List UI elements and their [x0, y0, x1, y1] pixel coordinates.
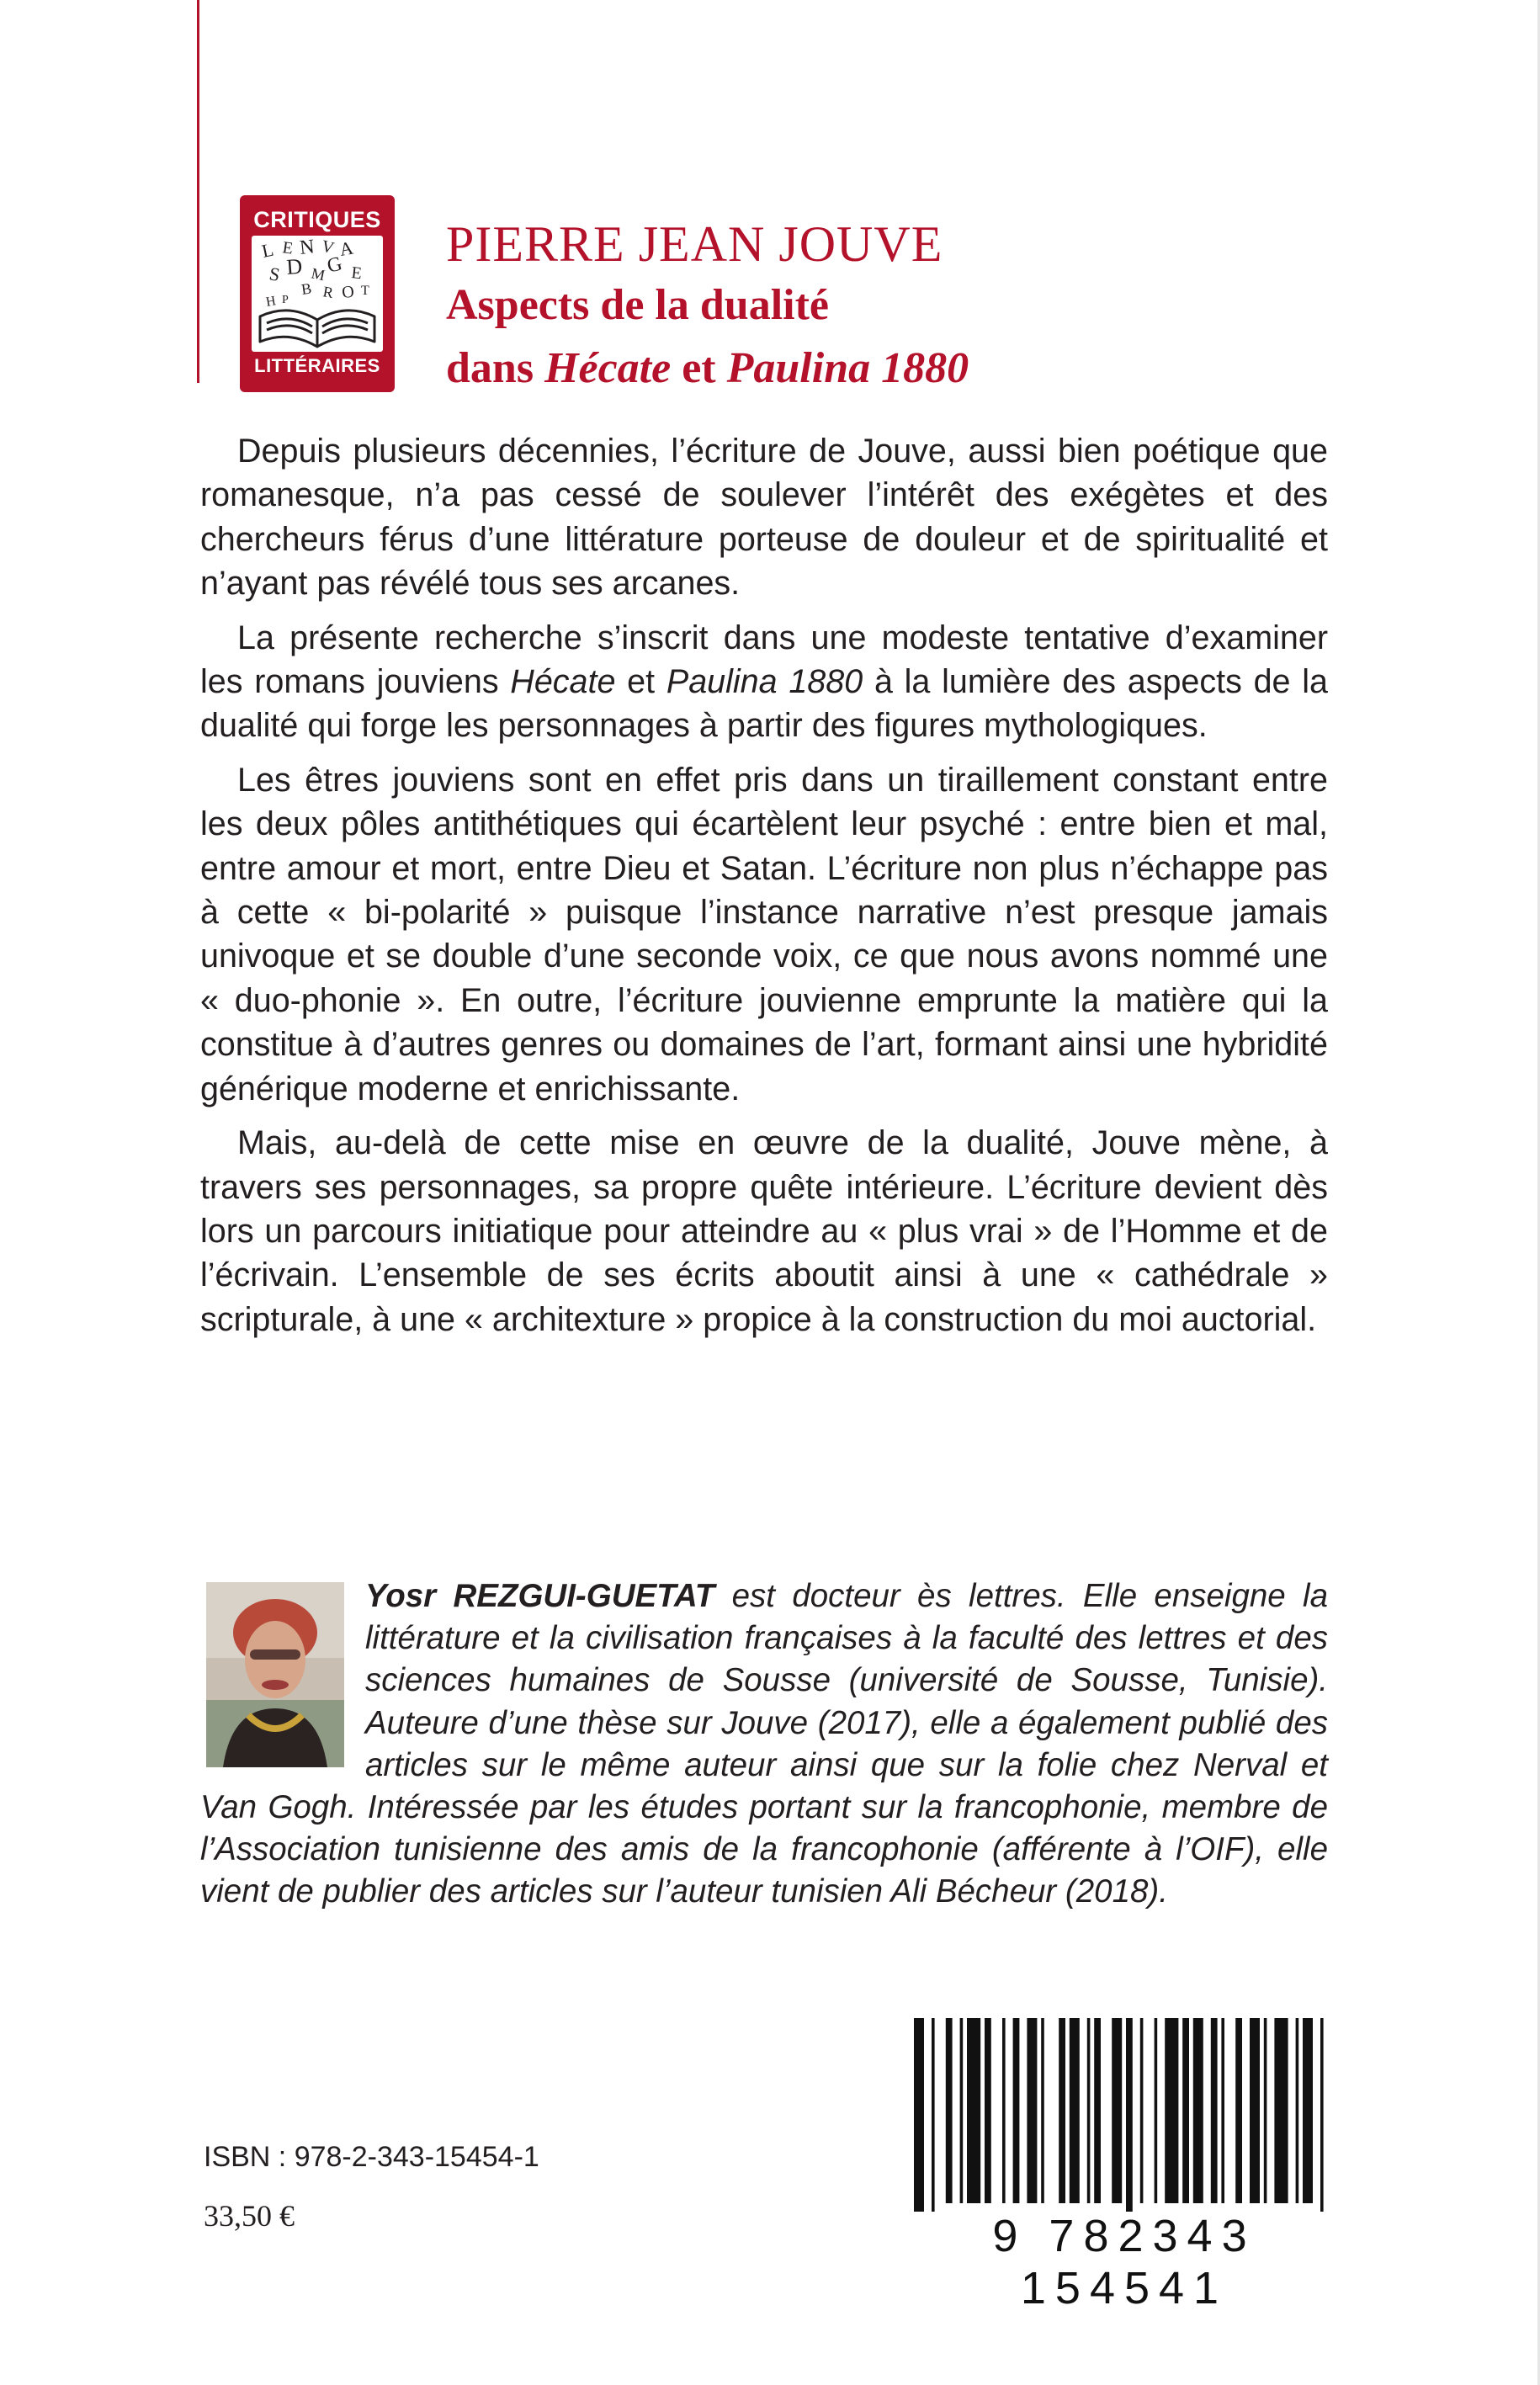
barcode-bar [1165, 2018, 1178, 2203]
barcode-bar [1059, 2018, 1065, 2203]
svg-text:R: R [321, 283, 335, 302]
svg-text:A: A [337, 236, 355, 260]
barcode-bar [1193, 2018, 1203, 2203]
barcode-bar [1087, 2018, 1091, 2203]
title-book-hecate: Hécate [544, 344, 672, 392]
photo-spacer [200, 1575, 365, 1786]
blurb-fragment: à la lumière des aspects de la dualité qui forge les personnages à partir des figures mythologiques. [200, 663, 1328, 745]
title-fragment: dans [446, 344, 545, 392]
collection-logo-bottom-label: LITTÉRAIRES [254, 355, 380, 376]
title-fragment: et [671, 344, 727, 392]
spine-rule [197, 0, 199, 383]
barcode-bar [914, 2018, 924, 2212]
title-line [446, 337, 1372, 400]
barcode-bar [1112, 2018, 1122, 2203]
title-line: Aspects de la dualité [446, 281, 829, 329]
barcode-bar [1235, 2018, 1242, 2203]
svg-text:N: N [298, 236, 316, 259]
blurb-paragraph: Depuis plusieurs décennies, l’écriture de Jouve, aussi bien poétique que romanesque, n’a pas cessé de soulever l’intérêt des exégètes et des chercheurs férus d’une littérature porteuse de douleur et de spiritualité et n’ayant pas révélé tous ses arcanes. [200, 433, 1328, 603]
author-name-heading: PIERRE JEAN JOUVE [446, 216, 943, 272]
barcode-bar [1320, 2018, 1324, 2212]
svg-text:T: T [361, 284, 369, 298]
svg-text:O: O [341, 282, 355, 302]
barcode-bar [1211, 2018, 1218, 2203]
svg-text:D: D [285, 253, 304, 279]
svg-text:G: G [325, 252, 345, 278]
barcode-bar [1126, 2018, 1133, 2212]
barcode-digits: 9 782343 154541 [992, 2211, 1256, 2313]
svg-text:V: V [319, 236, 337, 258]
barcode-bars [909, 2018, 1340, 2212]
blurb-fragment: et [615, 663, 666, 701]
barcode-bar [1296, 2018, 1299, 2203]
barcode-bar [960, 2018, 964, 2203]
collection-logo [240, 195, 395, 392]
barcode-bar [985, 2018, 991, 2203]
barcode-bar [1013, 2018, 1020, 2203]
author-bio-text: est docteur ès lettres. Elle enseigne la littérature et la civilisation françaises à la faculté des lettres et des sciences humaines de Sousse (université de Sousse, Tunisie). Auteure d’une thèse sur Jouve (2017), elle a également publié des articles sur le même auteur ainsi que sur la folie chez Nerval et Van Gogh. Intéressée par les études portant sur la francophonie, membre de l’Association tunisienne des amis de la francophonie (afférente à l’OIF), elle vient de publier des articles sur l’auteur tunisien Ali Bécheur (2018). [200, 1578, 1328, 1910]
barcode-bar [967, 2018, 980, 2203]
author-bio [200, 1575, 1328, 1914]
svg-text:L: L [259, 238, 276, 262]
blurb-book-title: Hécate [510, 663, 616, 701]
barcode-bar [1140, 2018, 1144, 2203]
blurb-fragment: La présente recherche s’inscrit dans une modeste tentative d’examiner les romans jouviens [200, 619, 1328, 701]
svg-text:P: P [282, 294, 289, 306]
blurb-paragraph: Les êtres jouviens sont en effet pris dans un tiraillement constant entre les deux pôles antithétiques qui écartèlent leur psyché : entre bien et mal, entre amour et mort, entre Dieu et Satan. L’écriture non plus n’échappe pas à cette « bi-polarité » puisque l’instance narrative n’est presque jamais univoque et se double d’une seconde voix, ce que nous avons nommé une « duo-phonie ». En outre, l’écriture jouvienne emprunte la matière qui la constitue à d’autres genres ou domaines de l’art, formant ainsi une hybridité générique moderne et enrichissante. [200, 761, 1328, 1108]
blurb [200, 429, 1328, 1352]
price: 33,50 € [204, 2199, 295, 2233]
barcode-bar [1274, 2018, 1288, 2203]
barcode-bar [946, 2018, 953, 2203]
barcode-bar [1094, 2018, 1101, 2203]
collection-logo-top-label: CRITIQUES [253, 207, 381, 232]
blurb-paragraph [200, 616, 1328, 748]
book-title [446, 215, 1372, 400]
barcode-bar [1303, 2018, 1313, 2203]
author-bio-name: Yosr REZGUI-GUETAT [365, 1578, 715, 1614]
svg-text:B: B [300, 279, 313, 298]
svg-text:E: E [281, 238, 295, 258]
barcode-bar [1182, 2018, 1189, 2203]
open-book-with-letters-icon [252, 236, 383, 352]
title-book-paulina: Paulina 1880 [726, 344, 969, 392]
blurb-paragraph: Mais, au-delà de cette mise en œuvre de la dualité, Jouve mène, à travers ses personnages, sa propre quête intérieure. L’écriture devient dès lors un parcours initiatique pour atteindre au « plus vrai » de l’Homme et de l’écrivain. L’ensemble de ses écrits aboutit ainsi à une « cathédrale » scripturale, à une « architexture » propice à la construction du moi auctorial. [200, 1124, 1328, 1338]
isbn: ISBN : 978-2-343-15454-1 [204, 2141, 539, 2173]
barcode-bar [1041, 2018, 1044, 2203]
barcode-bar [1221, 2018, 1224, 2203]
svg-text:M: M [310, 264, 327, 284]
barcode-bar [1264, 2018, 1267, 2203]
barcode-bar [1155, 2018, 1158, 2203]
blurb-book-title: Paulina 1880 [666, 663, 863, 701]
barcode-bar [1002, 2018, 1006, 2203]
barcode-bar [1250, 2018, 1260, 2203]
svg-text:S: S [268, 263, 282, 286]
barcode-bar [1027, 2018, 1037, 2203]
svg-text:H: H [264, 294, 278, 310]
barcode-bar [1070, 2018, 1080, 2203]
barcode-bar [932, 2018, 935, 2212]
svg-text:E: E [350, 263, 363, 284]
